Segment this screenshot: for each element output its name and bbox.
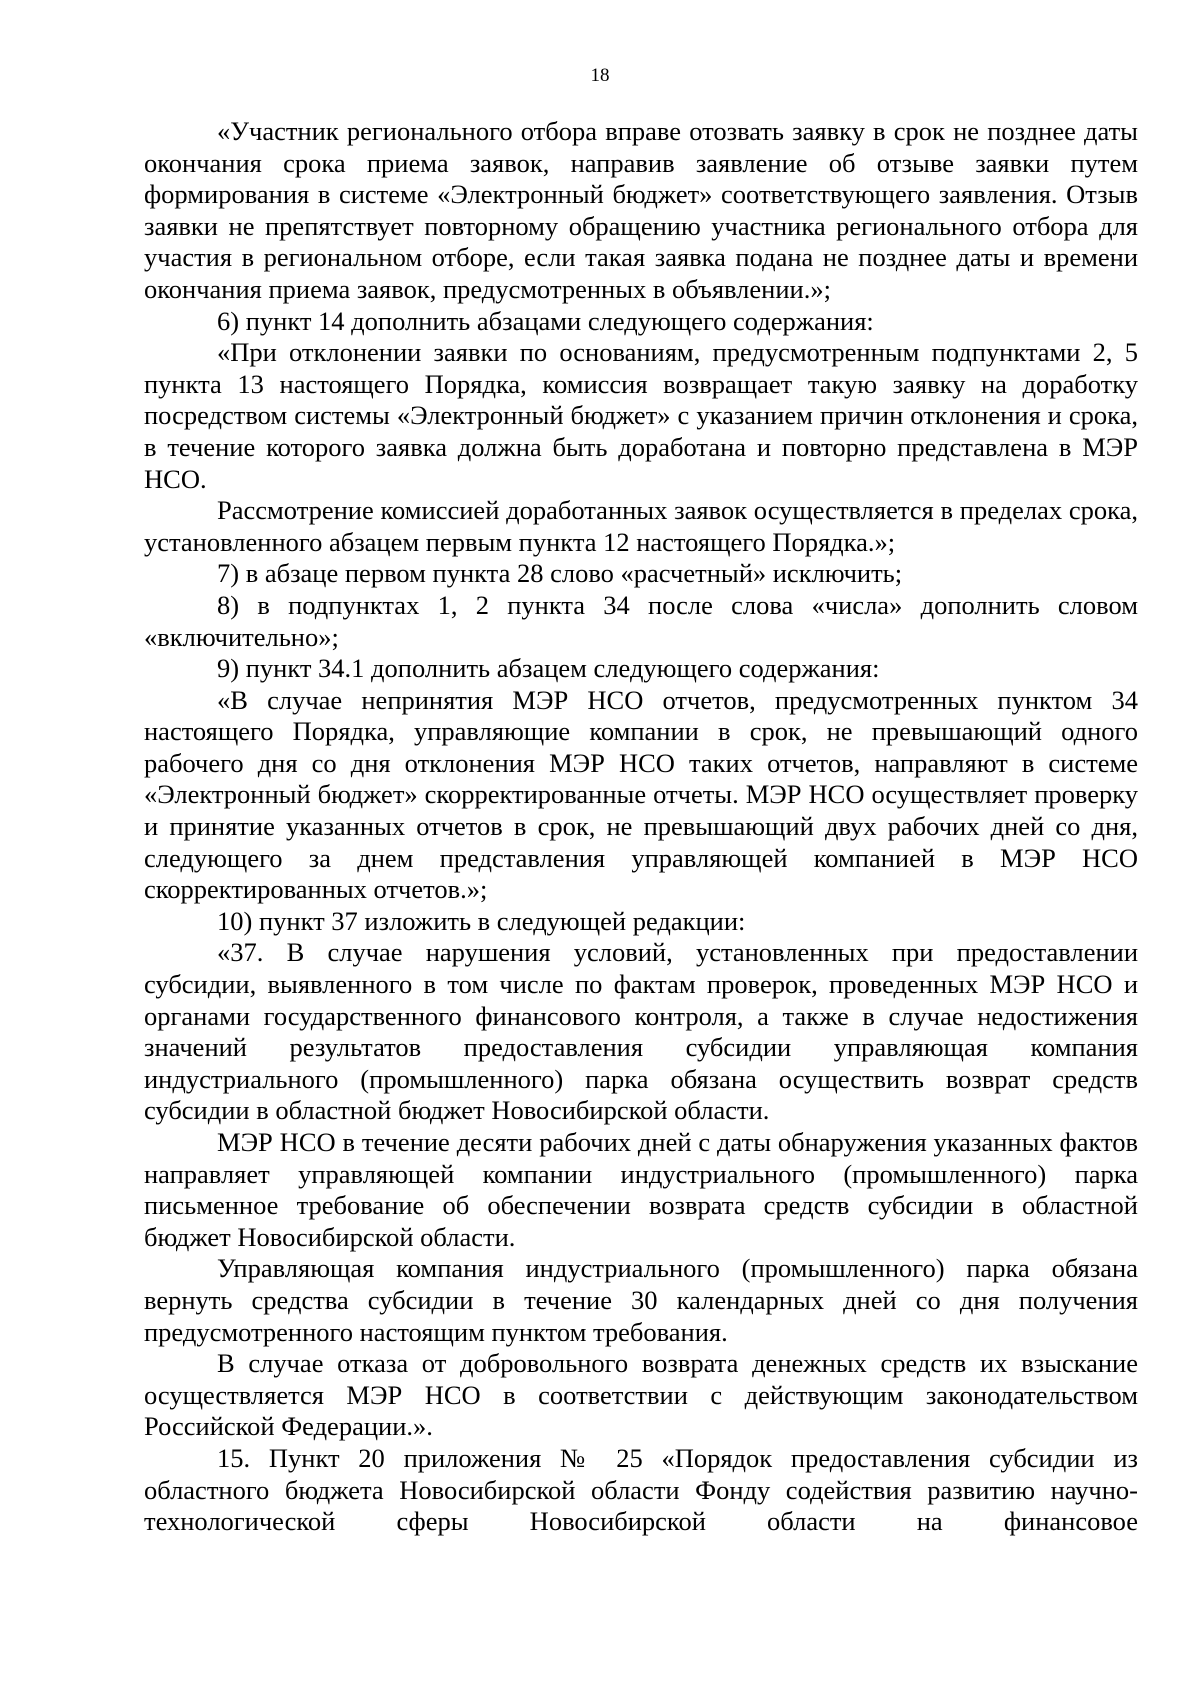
paragraph-item-8: 8) в подпунктах 1, 2 пункта 34 после слова «числа» дополнить словом «включительно»; — [144, 589, 1138, 652]
paragraph-return-deadline: Управляющая компания индустриального (промышленного) парка обязана вернуть средства субсидии в течение 30 календарных дней со дня получения предусмотренного настоящим пунктом требования. — [144, 1253, 1138, 1347]
paragraph-item-7: 7) в абзаце первом пункта 28 слово «расчетный» исключить; — [217, 558, 903, 589]
paragraph-rejection-rework: «При отклонении заявки по основаниям, предусмотренным подпунктами 2, 5 пункта 13 настоящего Порядка, комиссия возвращает такую заявку на доработку посредством системы «Электронный бюджет» с указанием причин отклонения и срока, в течение которого заявка должна быть доработана и повторно представлена в МЭР НСО. — [144, 337, 1138, 494]
paragraph-enforcement: В случае отказа от добровольного возврата денежных средств их взыскание осуществляется МЭР НСО в соответствии с действующим законодательством Российской Федерации.». — [144, 1348, 1138, 1442]
paragraph-item-10: 10) пункт 37 изложить в следующей редакции: — [217, 905, 746, 936]
paragraph-item-6: 6) пункт 14 дополнить абзацами следующего содержания: — [217, 305, 874, 336]
paragraph-commission-review: Рассмотрение комиссией доработанных заявок осуществляется в пределах срока, установленного абзацем первым пункта 12 настоящего Порядка.»; — [144, 495, 1138, 557]
paragraph-item-9: 9) пункт 34.1 дополнить абзацем следующего содержания: — [217, 653, 880, 684]
paragraph-reports-correction: «В случае непринятия МЭР НСО отчетов, предусмотренных пунктом 34 настоящего Порядка, управляющие компании в срок, не превышающий одного рабочего дня со дня отклонения МЭР НСО таких отчетов, направляют в системе «Электронный бюджет» скорректированные отчеты. МЭР НСО осуществляет проверку и принятие указанных отчетов в срок, не превышающий двух рабочих дней со дня, следующего за днем представления управляющей компанией в МЭР НСО скорректированных отчетов.»; — [144, 684, 1138, 905]
document-body — [144, 116, 1138, 1538]
paragraph-item-15: 15. Пункт 20 приложения № 25 «Порядок предоставления субсидии из областного бюджета Новосибирской области Фонду содействия развитию научно-технологической сферы Новосибирской области на финансовое — [144, 1442, 1138, 1537]
paragraph-return-requirement: МЭР НСО в течение десяти рабочих дней с даты обнаружения указанных фактов направляет управляющей компании индустриального (промышленного) парка письменное требование об обеспечении возврата средств субсидии в областной бюджет Новосибирской области. — [144, 1127, 1138, 1252]
paragraph-point-37: «37. В случае нарушения условий, установленных при предоставлении субсидии, выявленного в том числе по фактам проверок, проведенных МЭР НСО и органами государственного финансового контроля, а также в случае недостижения значений результатов предоставления субсидии управляющая компания индустриального (промышленного) парка обязана осуществить возврат средств субсидии в областной бюджет Новосибирской области. — [144, 937, 1138, 1126]
page-number: 18 — [590, 65, 610, 86]
paragraph-withdraw-application: «Участник регионального отбора вправе отозвать заявку в срок не позднее даты окончания срока приема заявок, направив заявление об отзыве заявки путем формирования в системе «Электронный бюджет» соответствующего заявления. Отзыв заявки не препятствует повторному обращению участника регионального отбора для участия в региональном отборе, если такая заявка подана не позднее даты и времени окончания приема заявок, предусмотренных в объявлении.»; — [144, 116, 1138, 304]
